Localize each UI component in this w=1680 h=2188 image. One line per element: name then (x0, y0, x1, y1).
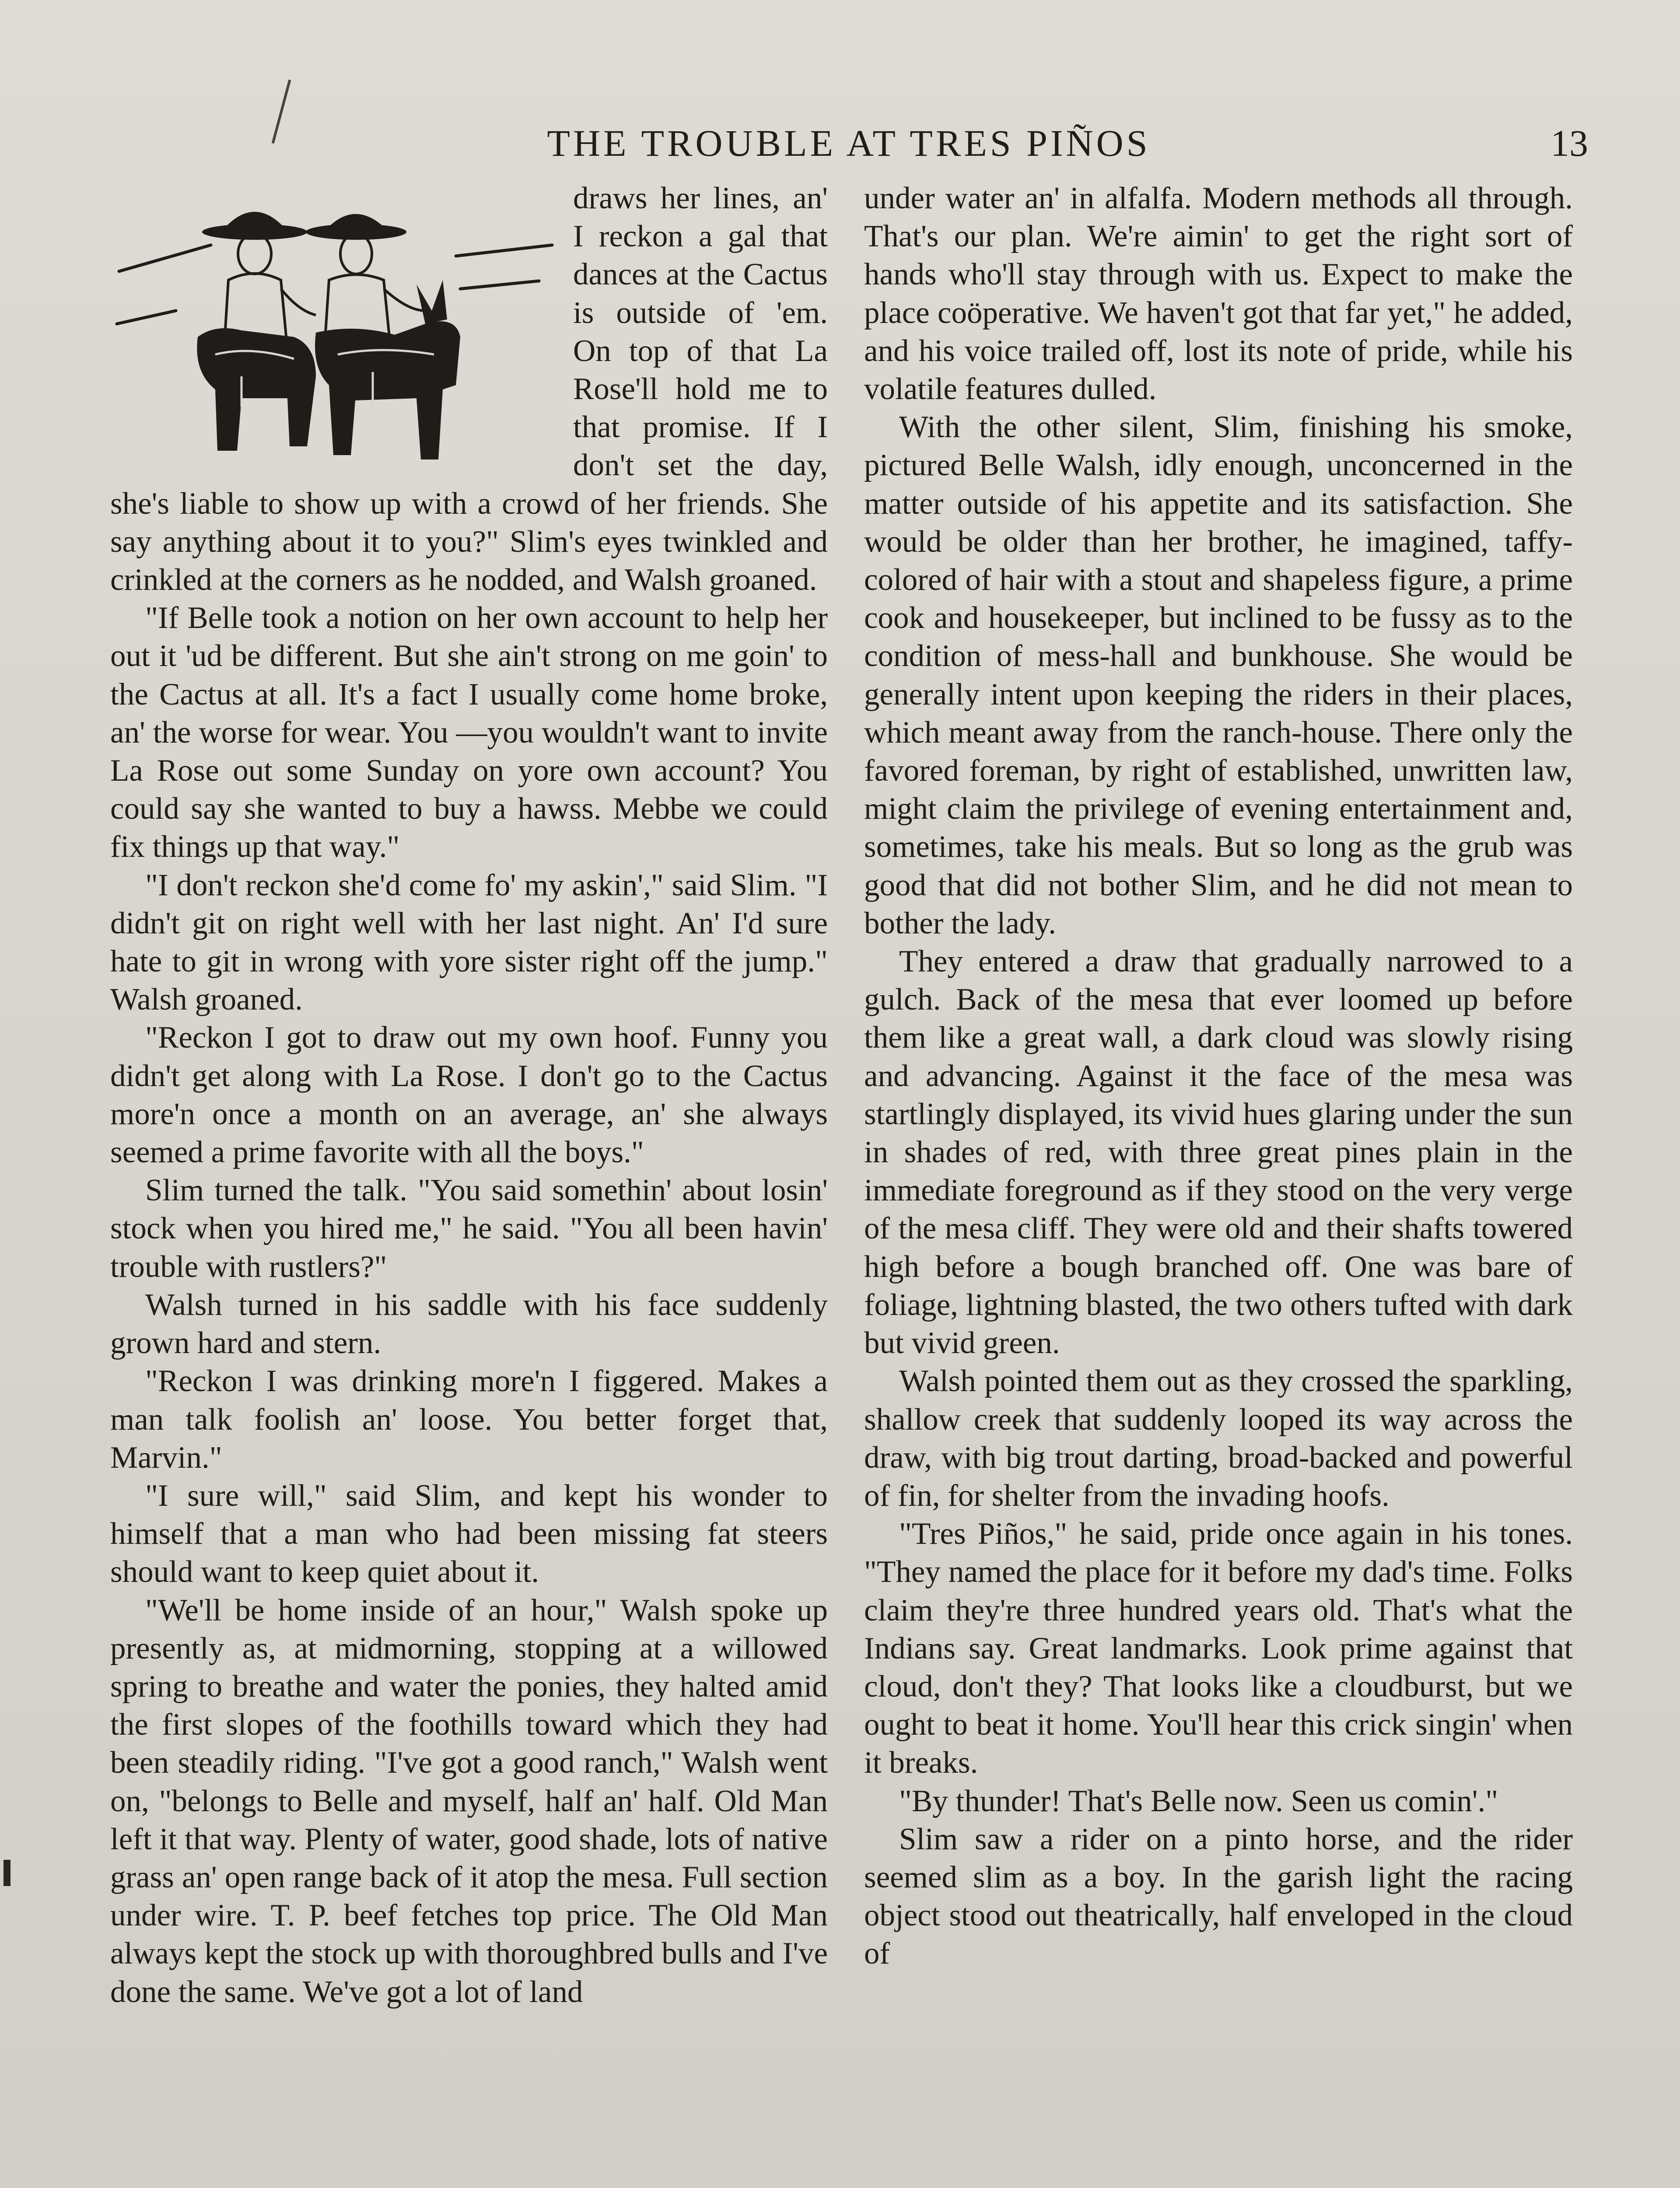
scan-mark-left (4, 1860, 10, 1886)
paragraph: They entered a draw that gradually narrowed to a gulch. Back of the mesa that ever loomed up before them like a great wall, a dark cloud was slowly rising and advancing. Against it the face of the mesa was startlingly displayed, its vivid hues glaring under the sun in shades of red, with three great pines plain in the immediate foreground as if they stood on the very verge of the mesa cliff. They were old and their shafts towered high before a bough branched off. One was bare of foliage, lightning blasted, the two others tufted with dark but vivid green. (864, 944, 1573, 1360)
paragraph: "Tres Piños," he said, pride once again in his tones. "They named the place for it before my dad's time. Folks claim they're three hundred years old. That's what the Indians say. Great landmarks. Look prime against that cloud, don't they? That looks like a cloudburst, but we ought to beat it home. You'll hear this crick singin' when it breaks. (864, 1517, 1573, 1780)
page-number: 13 (1550, 122, 1588, 164)
paragraph: "I don't reckon she'd come fo' my askin'," said Slim. "I didn't git on right well with her last night. An' I'd sure hate to git in wrong with yore sister right off the jump." Walsh groaned. (110, 868, 828, 1017)
paragraph: Walsh turned in his saddle with his face suddenly grown hard and stern. (110, 1287, 828, 1360)
paragraph: "We'll be home inside of an hour," Walsh spoke up presently as, at midmorning, stopping at a willowed spring to breathe and water the ponies, they halted amid the first slopes of the foothills toward which they had been steadily riding. "I've got a good ranch," Walsh went on, "belongs to Belle and myself, half an' half. Old Man left it that way. Plenty of water, good shade, lots of native grass an' open range back of it atop the mesa. Full section under wire. T. P. beef fetches top price. The Old Man always kept the stock up with thoroughbred bulls and I've done the same. We've got a lot of land (110, 1593, 828, 2009)
paragraph: "By thunder! That's Belle now. Seen us comin'." (899, 1784, 1498, 1818)
running-title: THE TROUBLE AT TRES PIÑOS (547, 122, 1151, 164)
page-header (109, 115, 1588, 185)
right-column (864, 179, 1573, 2188)
left-column (110, 179, 828, 2188)
illustration-drawing (110, 179, 561, 470)
paragraph: With the other silent, Slim, finishing his smoke, pictured Belle Walsh, idly enough, unconcerned in the matter outside of his appetite and its satisfaction. She would be older than her brother, he imagined, taffy-colored of hair with a stout and shapeless figure, a prime cook and housekeeper, but inclined to be fussy as to the condition of mess-hall and bunkhouse. She would be generally intent upon keeping the riders in their places, which meant away from the ranch-house. There only the favored foreman, by right of established, unwritten law, might claim the privilege of evening entertainment and, sometimes, take his meals. But so long as the grub was good that did not bother Slim, and he did not mean to bother the lady. (864, 410, 1573, 940)
paragraph: Slim turned the talk. "You said somethin' about losin' stock when you hired me," he said. "You all been havin' trouble with rustlers?" (110, 1173, 828, 1284)
two-cowboys-on-horseback-illustration (110, 179, 561, 470)
paragraph: Slim saw a rider on a pinto horse, and the rider seemed slim as a boy. In the garish light the racing object stood out theatrically, half enveloped in the cloud of (864, 1822, 1573, 1971)
paragraph: draws her lines, an' I reckon a gal that dances at the Cactus is outside of 'em. On top of that La Rose'll hold me to that promise. If I don't set the day, she's liable to show up with a crowd of her friends. She say anything about it to you?" Slim's eyes twinkled and crinkled at the corners as he nodded, and Walsh groaned. (110, 181, 828, 597)
paragraph: "Reckon I got to draw out my own hoof. Funny you didn't get along with La Rose. I don't go to the Cactus more'n once a month on an average, an' she always seemed a prime favorite with all the boys." (110, 1020, 828, 1170)
paragraph: "Reckon I was drinking more'n I figgered. Makes a man talk foolish an' loose. You better forget that, Marvin." (110, 1364, 828, 1475)
paragraph: Walsh pointed them out as they crossed the sparkling, shallow creek that suddenly looped its way across the draw, with big trout darting, broad-backed and powerful of fin, for shelter from the invading hoofs. (864, 1364, 1573, 1513)
paragraph: "If Belle took a notion on her own account to help her out it 'ud be different. But she ain't strong on me goin' to the Cactus at all. It's a fact I usually come home broke, an' the worse for wear. You —you wouldn't want to invite La Rose out some Sunday on yore own account? You could say she wanted to buy a hawss. Mebbe we could fix things up that way." (110, 601, 828, 864)
paragraph: "I sure will," said Slim, and kept his wonder to himself that a man who had been missing fat steers should want to keep quiet about it. (110, 1478, 828, 1589)
paragraph: under water an' in alfalfa. Modern methods all through. That's our plan. We're aimin' to get the right sort of hands who'll stay through with us. Expect to make the place coöperative. We haven't got that far yet," he added, and his voice trailed off, lost its note of pride, while his volatile features dulled. (864, 181, 1573, 407)
